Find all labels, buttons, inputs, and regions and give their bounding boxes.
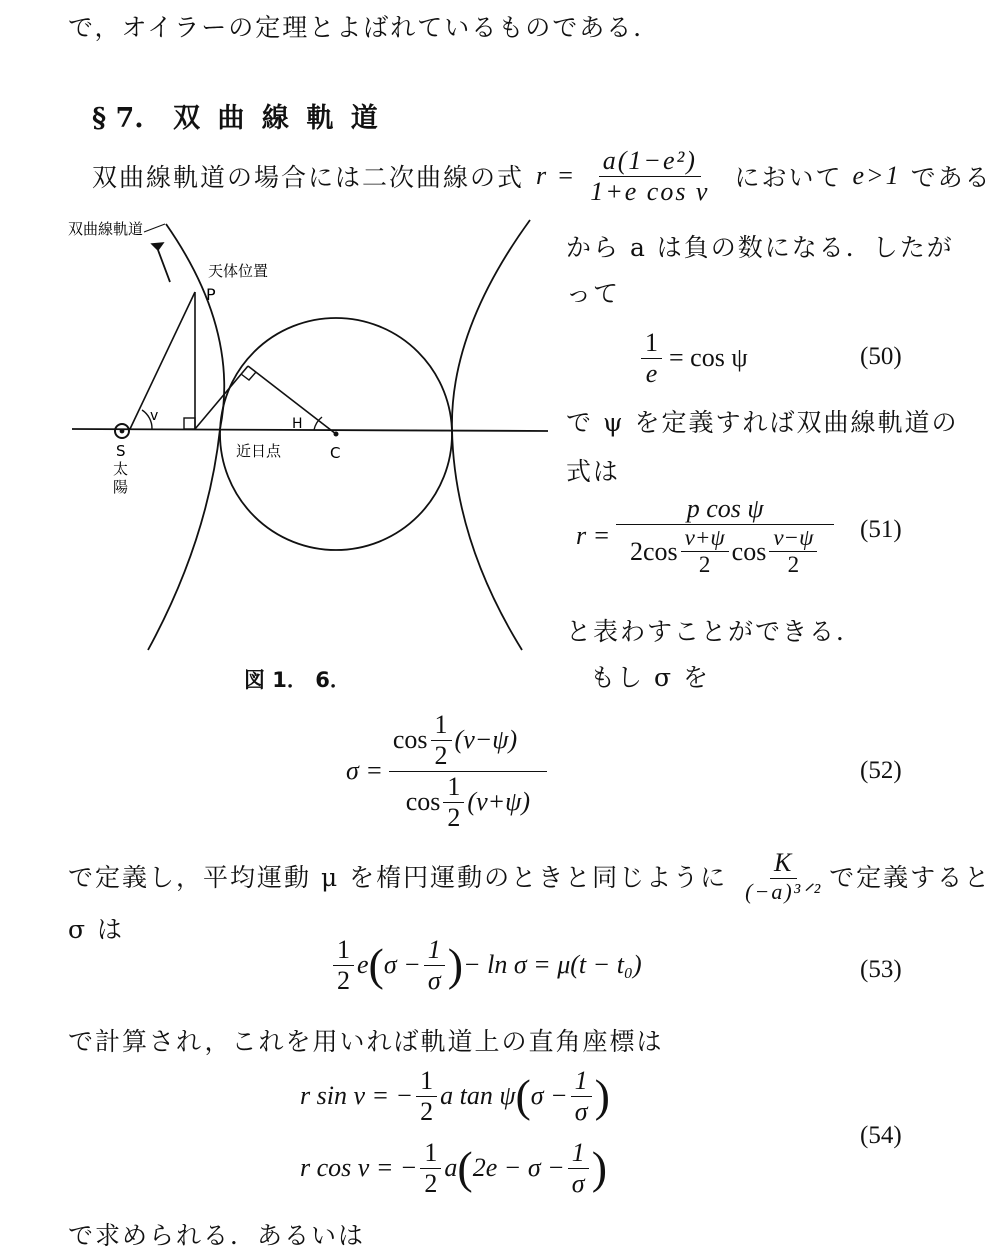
- eq-conic-num: a(1−e²): [599, 146, 701, 177]
- equation-53-number: (53): [860, 956, 902, 983]
- label-point-p: P: [206, 285, 216, 304]
- eq50-num: 1: [641, 328, 662, 359]
- para1-line3: って: [566, 279, 621, 308]
- eq54-l2-inverse-sigma: [568, 1138, 589, 1199]
- label-sun-1: 太: [113, 460, 129, 478]
- eq51-lhs: r =: [576, 521, 611, 551]
- eq52-bot-cos: cos: [405, 787, 441, 817]
- eq50-fraction: [641, 328, 662, 389]
- eq54-l2-half: [420, 1138, 441, 1199]
- equation-51: [576, 494, 837, 579]
- equation-50: [638, 328, 748, 389]
- eq51-sub-frac-1: [681, 525, 729, 579]
- eq54-l1-mid: a tan ψ: [440, 1081, 516, 1111]
- eq52-fraction: [389, 710, 547, 833]
- eq54-l2-inv-num: 1: [568, 1138, 589, 1169]
- para4-frac-num: K: [770, 848, 797, 879]
- equation-51-number: (51): [860, 516, 902, 543]
- eq52-top-half-num: 1: [431, 710, 452, 741]
- equation-54-number: (54): [860, 1122, 902, 1149]
- para1-tail-a: において: [734, 163, 843, 193]
- eq51-f2-den: 2: [787, 552, 800, 578]
- para4-line1: [68, 848, 991, 904]
- hyperbola-figure: [60, 210, 560, 670]
- eq51-den-cos-b: cos: [731, 536, 767, 566]
- eq52-top-arg: (v−ψ): [454, 725, 518, 755]
- eq53-inner: σ −: [383, 950, 421, 980]
- label-sun-2: 陽: [113, 478, 129, 496]
- eq54-l2-lhs: r cos v = −: [300, 1153, 418, 1183]
- eq51-f1-den: 2: [698, 552, 711, 578]
- tangent-right-angle-mark: [241, 372, 256, 380]
- label-point-s: S: [116, 442, 126, 460]
- eq54-l1-half-num: 1: [416, 1066, 437, 1097]
- intro-line: で，オイラーの定理とよばれているものである．: [68, 13, 661, 42]
- center-point: [334, 432, 339, 437]
- equation-52: [346, 710, 550, 833]
- sun-dot-icon: [120, 429, 125, 434]
- eq51-sub-frac-2: [769, 525, 817, 579]
- eq54-l1-inverse-sigma: [571, 1066, 592, 1127]
- eq52-bot-half-den: 2: [447, 802, 461, 832]
- section-number: § 7.: [92, 103, 144, 134]
- eq52-bot-arg: (v+ψ): [467, 787, 530, 817]
- eq52-lhs: σ =: [346, 756, 383, 786]
- eq51-f1-num: v+ψ: [681, 525, 729, 552]
- arrow-head-icon: [152, 243, 163, 250]
- eq54-l1-inv-den: σ: [574, 1096, 588, 1126]
- label-angle-h: H: [292, 416, 303, 432]
- right-angle-mark: [184, 418, 195, 429]
- para4-lead: で定義し，平均運動 μ を楕円運動のときと同じように: [68, 863, 728, 893]
- section-title: 双 曲 線 軌 道: [173, 103, 382, 134]
- eq54-l2-half-den: 2: [424, 1168, 438, 1198]
- closing-line: で求められる．あるいは: [68, 1221, 366, 1250]
- radius-vector-line: [130, 292, 195, 429]
- eq54-l1-right-paren: ): [594, 1070, 610, 1122]
- para4-mean-motion-fraction: [741, 848, 826, 904]
- eq52-bot-half: [443, 772, 464, 833]
- para1-tail-b: である: [910, 163, 992, 193]
- eq53-rest: − ln σ = μ(t − t₀): [463, 950, 642, 980]
- eq52-den: [402, 772, 534, 833]
- eq53-inv-num: 1: [424, 935, 445, 966]
- eq52-num: [389, 710, 547, 772]
- para2-line1: で ψ を定義すれば双曲線軌道の: [566, 408, 959, 437]
- eq54-l2-mid: a: [444, 1153, 458, 1183]
- eq54-l1-lhs: r sin v = −: [300, 1081, 414, 1111]
- para4-line2: σ は: [68, 915, 125, 944]
- eq51-num: p cos ψ: [616, 494, 834, 525]
- equation-54-line1: [300, 1066, 610, 1127]
- eq54-l1-half-den: 2: [420, 1096, 434, 1126]
- label-point-c: C: [330, 444, 341, 462]
- eq53-half-den: 2: [337, 965, 350, 995]
- para4-tail: で定義すると: [829, 863, 992, 893]
- direction-arrow: [158, 250, 170, 282]
- eq54-l2-inner: 2e − σ −: [472, 1153, 565, 1183]
- label-body-position: 天体位置: [208, 262, 269, 280]
- equation-54-line2: [300, 1138, 607, 1199]
- right-branch-curve: [452, 220, 530, 650]
- eq52-top-cos: cos: [392, 725, 428, 755]
- para2-line2: 式は: [566, 457, 621, 486]
- axis-line: [72, 429, 548, 431]
- orbit-label-leader: [144, 224, 165, 232]
- eq51-fraction: [616, 494, 834, 579]
- eq54-l1-half: [416, 1066, 437, 1127]
- equation-52-number: (52): [860, 757, 902, 784]
- equation-50-number: (50): [860, 343, 902, 370]
- equation-53: [330, 935, 642, 996]
- eq54-l2-inv-den: σ: [571, 1168, 585, 1198]
- eq54-l1-left-paren: (: [515, 1070, 531, 1122]
- eq54-l1-inv-num: 1: [571, 1066, 592, 1097]
- eq54-l2-half-num: 1: [420, 1138, 441, 1169]
- para1-line1: [92, 146, 992, 207]
- eq-conic-fraction: [586, 146, 713, 207]
- eq-conic-lhs: r =: [536, 161, 577, 191]
- para5: で計算され，これを用いれば軌道上の直角座標は: [68, 1027, 664, 1056]
- eq52-bot-half-num: 1: [443, 772, 464, 803]
- para1-condition: e>1: [852, 161, 901, 191]
- para4-frac-den: (−a)³ᐟ²: [745, 878, 823, 904]
- eq53-e: e: [357, 950, 369, 980]
- figure-caption: 図 1． 6．: [244, 668, 351, 692]
- eq50-rhs: = cos ψ: [669, 343, 748, 373]
- eq54-l2-left-paren: (: [457, 1142, 473, 1194]
- angle-h-arc: [314, 417, 322, 430]
- eq51-f2-num: v−ψ: [769, 525, 817, 552]
- label-hyperbolic-orbit: 双曲線軌道: [68, 220, 144, 238]
- para1-line2: から a は負の数になる．したが: [566, 233, 954, 262]
- eq54-l1-inner: σ −: [530, 1081, 568, 1111]
- eq53-right-paren: ): [447, 939, 464, 991]
- eq53-left-paren: (: [368, 939, 384, 991]
- eq51-den-cos-a: 2cos: [629, 536, 678, 566]
- eq52-top-half-den: 2: [434, 740, 448, 770]
- eq53-inv-den: σ: [427, 965, 441, 995]
- eq52-top-half: [431, 710, 452, 771]
- eq51-den: [626, 525, 824, 579]
- eq-conic-den: 1+e cos v: [590, 176, 710, 206]
- section-heading: [92, 96, 382, 135]
- label-perihelion: 近日点: [236, 442, 282, 460]
- eq54-l2-right-paren: ): [591, 1142, 608, 1194]
- eq53-half-num: 1: [333, 935, 354, 966]
- eq53-half: [333, 935, 354, 996]
- eq53-inverse-sigma: [424, 935, 445, 996]
- label-angle-v: v: [150, 408, 159, 424]
- eq50-den: e: [645, 358, 658, 388]
- para3-line2: もし σ を: [590, 663, 710, 692]
- para1-lead: 双曲線軌道の場合には二次曲線の式: [92, 163, 525, 193]
- para3-line1: と表わすことができる．: [566, 617, 864, 646]
